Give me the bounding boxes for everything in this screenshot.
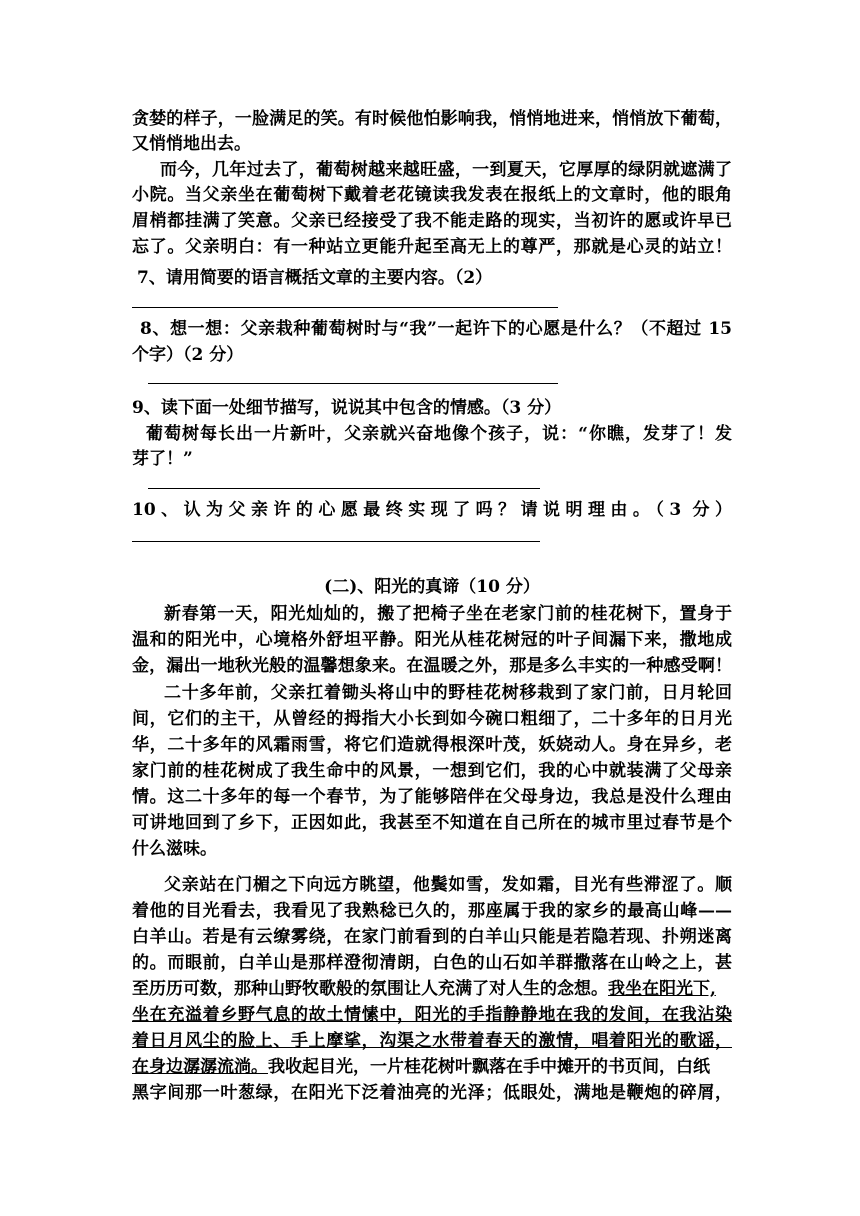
section-2-title: (二)、阳光的真谛（10 分）: [324, 577, 540, 597]
section-2-paragraph-line: 二十多年前，父亲扛着锄头将山中的野桂花树移栽到了家门前，日月轮回: [164, 683, 732, 703]
section-2-paragraph-line: 华，二十多年的风霜雨雪，将它们造就得根深叶茂，妖娆动人。身在异乡，老: [132, 735, 732, 755]
section-2-paragraph-line: 父亲站在门楣之下向远方眺望，他鬓如雪，发如霜，目光有些滞涩了。顺: [164, 875, 732, 895]
section-2-paragraph-line: 新春第一天，阳光灿灿的，搬了把椅子坐在老家门前的桂花树下，置身于: [164, 604, 732, 624]
question-8-continued: 个字）（2 分）: [132, 345, 244, 365]
section-2-paragraph-line: 家门前的桂花树成了我生命中的风景，一想到它们，我的心中就装满了父母亲: [132, 761, 732, 781]
section-2-paragraph-line: 白羊山。若是有云缭雾绕，在家门前看到的白羊山只能是若隐若现、扑朔迷离: [132, 927, 732, 947]
section-2-paragraph-line: 什么滋味。: [132, 839, 217, 859]
question-9-quote: 葡萄树每长出一片新叶，父亲就兴奋地像个孩子，说：“你瞧，发芽了！发: [146, 424, 732, 444]
question-9-quote-continued: 芽了！”: [132, 449, 193, 469]
section-2-paragraph-line: 的。而眼前，白羊山是那样澄彻清朗，白色的山石如羊群撒落在山岭之上，甚: [132, 953, 732, 973]
question-9: 9、读下面一处细节描写，说说其中包含的情感。（3 分）: [132, 398, 562, 418]
question-7: 7、请用简要的语言概括文章的主要内容。（2）: [137, 268, 493, 288]
answer-line-q9[interactable]: [148, 488, 540, 489]
answer-line-q8[interactable]: [148, 383, 558, 384]
answer-line-q10[interactable]: [132, 541, 540, 542]
section-2-paragraph-line: 黑字间那一叶葱绿，在阳光下泛着油亮的光泽；低眼处，满地是鞭炮的碎屑，: [132, 1083, 732, 1103]
answer-line-q7[interactable]: [132, 307, 558, 308]
story1-line: 又悄悄地出去。: [132, 134, 251, 154]
section-2-paragraph-line: [132, 978, 732, 1000]
section-2-paragraph-line: 间，它们的主干，从曾经的拇指大小长到如今碗口粗细了，二十多年的日月光: [132, 709, 732, 729]
section-2-paragraph-line: 着他的目光看去，我看见了我熟稔已久的，那座属于我的家乡的最高山峰——: [132, 901, 732, 921]
story1-paragraph-line: 眉梢都挂满了笑意。父亲已经接受了我不能走路的现实，当初许的愿或许早已: [132, 211, 732, 231]
story1-line: 贪婪的样子，一脸满足的笑。有时候他怕影响我，悄悄地进来，悄悄放下葡萄，: [132, 109, 732, 129]
question-8: 8、想一想：父亲栽种葡萄树时与“我”一起许下的心愿是什么？（不超过 15: [140, 319, 732, 339]
plain-text: 至历历可数，那种山野牧歌般的氛围让人充满了对人生的念想。: [132, 979, 608, 999]
story1-paragraph-line: 而今，几年过去了，葡萄树越来越旺盛，一到夏天，它厚厚的绿阴就遮满了: [160, 160, 732, 180]
section-2-paragraph-line: [132, 1056, 732, 1078]
story1-paragraph-line: 忘了。父亲明白：有一种站立更能升起至高无上的尊严，那就是心灵的站立！: [132, 237, 732, 257]
section-2-paragraph-line: 情。这二十多年的每一个春节，为了能够陪伴在父母身边，我总是没什么理由: [132, 787, 732, 807]
underlined-text: 我坐在阳光下,: [608, 979, 716, 999]
question-10: 10、认为父亲许的心愿最终实现了吗？请说明理由。（3 分）: [132, 500, 732, 520]
underlined-paragraph-line: 着日月风尘的脸上、手上摩挲，沟渠之水带着春天的激情，唱着阳光的歌谣，: [132, 1031, 732, 1051]
section-2-paragraph-line: 温和的阳光中，心境格外舒坦平静。阳光从桂花树冠的叶子间漏下来，撒地成: [132, 630, 732, 650]
section-2-paragraph-line: 可讲地回到了乡下，正因如此，我甚至不知道在自己所在的城市里过春节是个: [132, 813, 732, 833]
story1-paragraph-line: 小院。当父亲坐在葡萄树下戴着老花镜读我发表在报纸上的文章时，他的眼角: [132, 185, 732, 205]
underlined-text: 在身边潺潺流淌。: [132, 1057, 268, 1077]
underlined-paragraph-line: 坐在充溢着乡野气息的故土情愫中，阳光的手指静静地在我的发间，在我沾染: [132, 1005, 732, 1025]
section-2-paragraph-line: 金，漏出一地秋光般的温馨想象来。在温暖之外，那是多么丰实的一种感受啊！: [132, 656, 732, 676]
plain-text: 我收起目光，一片桂花树叶飘落在手中摊开的书页间，白纸: [268, 1057, 710, 1077]
